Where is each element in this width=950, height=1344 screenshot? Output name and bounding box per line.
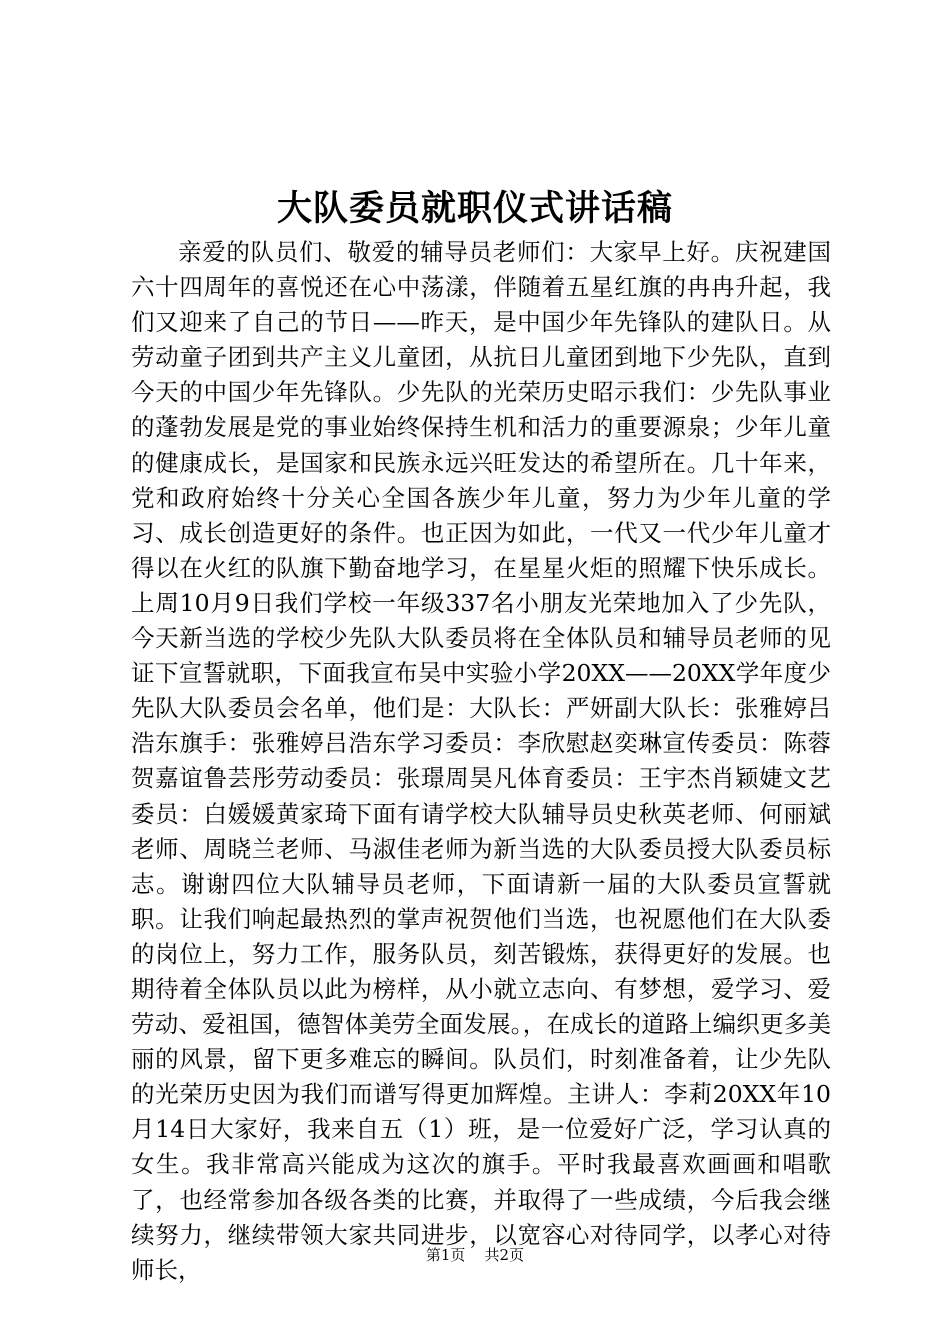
footer-spacer (470, 1246, 480, 1264)
page-number-total: 共2页 (484, 1246, 525, 1264)
document-body: 亲爱的队员们、敬爱的辅导员老师们：大家早上好。庆祝建国六十四周年的喜悦还在心中荡漾，伴随着五星红旗的冉冉升起，我们又迎来了自己的节日——昨天，是中国少年先锋队的建队日。从劳动童子团到共产主义儿童团，从抗日儿童团到地下少先队，直到今天的中国少年先锋队。少先队的光荣历史昭示我们：少先队事业的蓬勃发展是党的事业始终保持生机和活力的重要源泉；少年儿童的健康成长，是国家和民族永远兴旺发达的希望所在。几十年来，党和政府始终十分关心全国各族少年儿童，努力为少年儿童的学习、成长创造更好的条件。也正因为如此，一代又一代少年儿童才得以在火红的队旗下勤奋地学习，在星星火炬的照耀下快乐成长。上周10月9日我们学校一年级337名小朋友光荣地加入了少先队，今天新当选的学校少先队大队委员将在全体队员和辅导员老师的见证下宣誓就职，下面我宣布吴中实验小学20XX——20XX学年度少先队大队委员会名单，他们是：大队长：严妍副大队长：张雅婷吕浩东旗手：张雅婷吕浩东学习委员：李欣慰赵奕琳宣传委员：陈蓉贺嘉谊鲁芸彤劳动委员：张璟周昊凡体育委员：王宇杰肖颖婕文艺委员：白媛媛黄家琦下面有请学校大队辅导员史秋英老师、何丽斌老师、周晓兰老师、马淑佳老师为新当选的大队委员授大队委员标志。谢谢四位大队辅导员老师，下面请新一届的大队委员宣誓就职。让我们响起最热烈的掌声祝贺他们当选，也祝愿他们在大队委的岗位上，努力工作，服务队员，刻苦锻炼，获得更好的发展。也期待着全体队员以此为榜样，从小就立志向、有梦想，爱学习、爱劳动、爱祖国，德智体美劳全面发展。，在成长的道路上编织更多美丽的风景，留下更多难忘的瞬间。队员们，时刻准备着，让少先队的光荣历史因为我们而谱写得更加辉煌。主讲人：李莉20XX年10月14日大家好，我来自五（1）班，是一位爱好广泛，学习认真的女生。我非常高兴能成为这次的旗手。平时我最喜欢画画和唱歌了，也经常参加各级各类的比赛，并取得了一些成绩，今后我会继续努力，继续带领大家共同进步，以宽容心对待同学，以孝心对待师长， (131, 238, 831, 1284)
document-title: 大队委员就职仪式讲话稿 (276, 188, 673, 229)
page-number-current: 第1页 (425, 1246, 466, 1264)
page-footer (0, 1244, 950, 1266)
